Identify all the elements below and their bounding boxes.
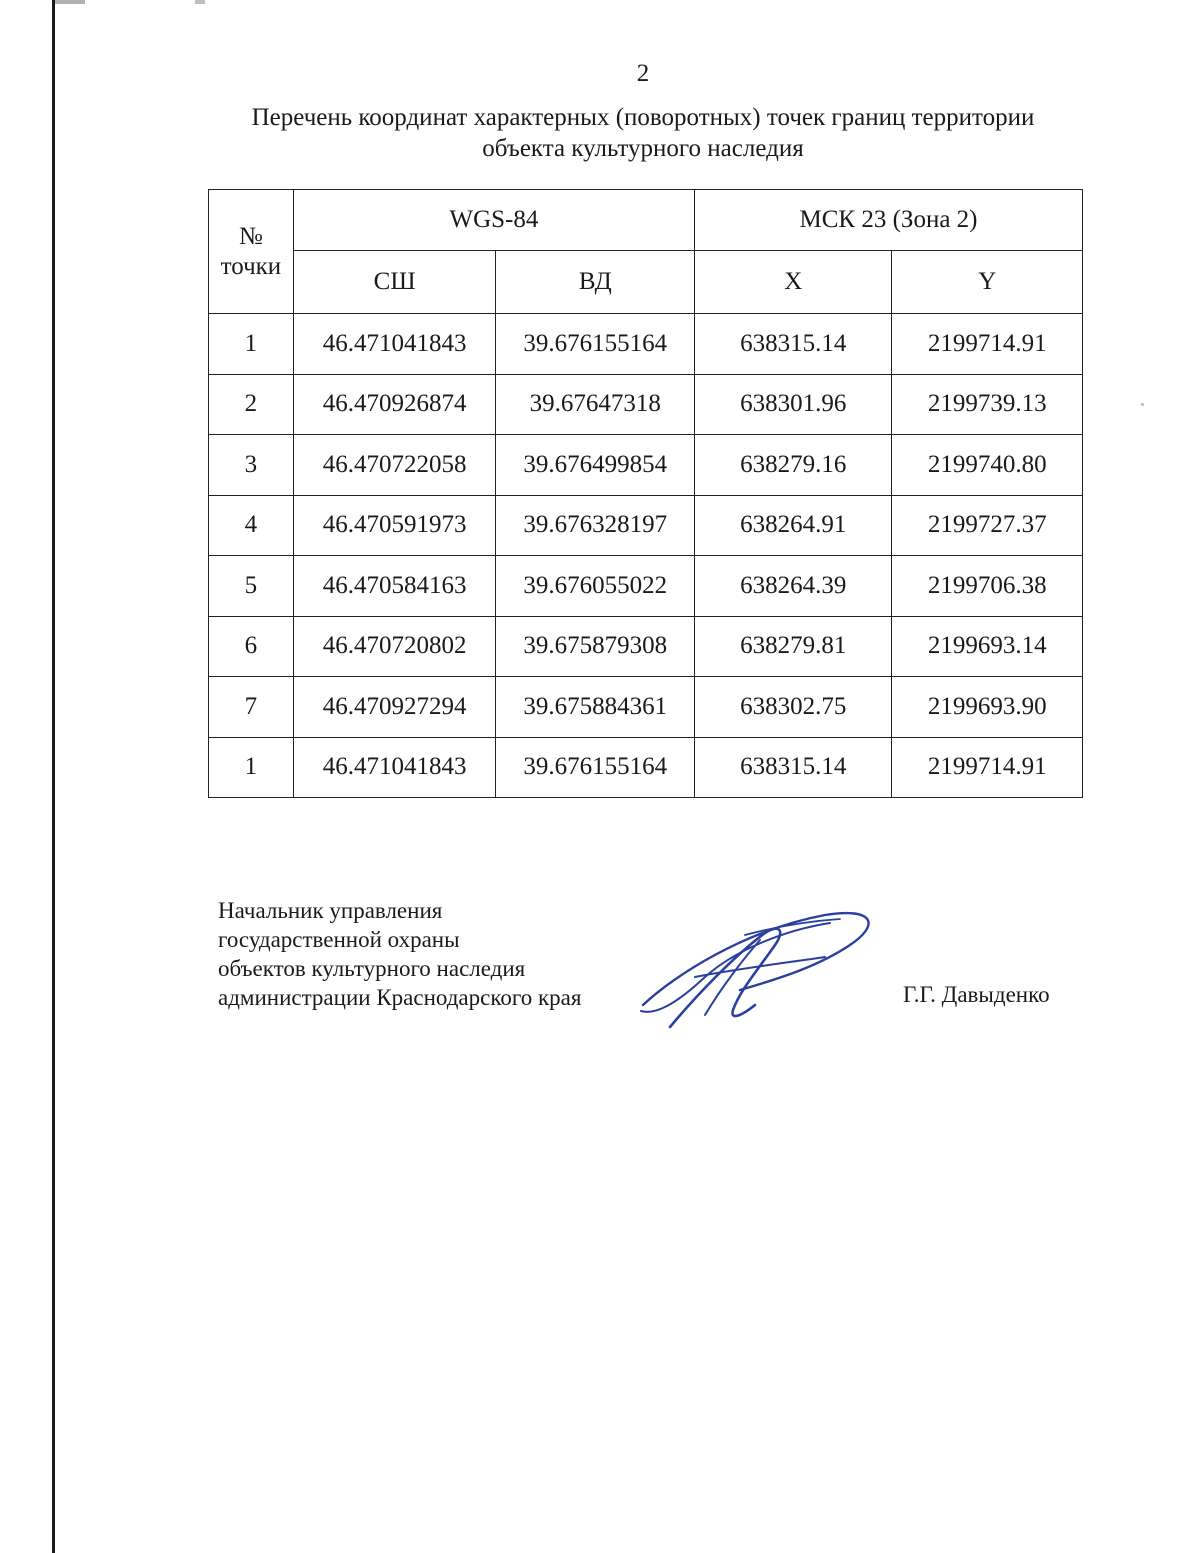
cell-point-number: 6 xyxy=(209,616,294,677)
cell-latitude: 46.470584163 xyxy=(293,556,496,617)
scan-edge-top xyxy=(55,0,1200,4)
cell-x: 638264.91 xyxy=(695,495,892,556)
header-longitude: ВД xyxy=(496,251,695,314)
scan-speck xyxy=(1141,403,1144,406)
cell-y: 2199739.13 xyxy=(892,374,1083,435)
position-line: государственной охраны xyxy=(218,927,460,952)
coordinates-table xyxy=(208,189,1083,798)
cell-longitude: 39.67647318 xyxy=(496,374,695,435)
cell-x: 638302.75 xyxy=(695,677,892,738)
cell-longitude: 39.675884361 xyxy=(496,677,695,738)
table-row xyxy=(209,495,1083,556)
cell-latitude: 46.470927294 xyxy=(293,677,496,738)
header-point-label: точки xyxy=(220,252,282,280)
signer-name: Г.Г. Давыденко xyxy=(903,982,1050,1007)
title-line: Перечень координат характерных (поворотных) точек границ территории xyxy=(251,104,1035,131)
header-y: Y xyxy=(892,251,1083,314)
cell-longitude: 39.676155164 xyxy=(496,737,695,798)
cell-point-number: 4 xyxy=(209,495,294,556)
cell-x: 638315.14 xyxy=(695,314,892,375)
cell-longitude: 39.675879308 xyxy=(496,616,695,677)
page-number: 2 xyxy=(636,60,650,87)
cell-latitude: 46.470720802 xyxy=(293,616,496,677)
signature-strokes xyxy=(641,913,869,1027)
handwritten-signature xyxy=(635,905,885,1035)
cell-y: 2199727.37 xyxy=(892,495,1083,556)
cell-y: 2199693.14 xyxy=(892,616,1083,677)
table-row xyxy=(209,677,1083,738)
cell-x: 638279.16 xyxy=(695,435,892,496)
cell-point-number: 7 xyxy=(209,677,294,738)
cell-point-number: 2 xyxy=(209,374,294,435)
cell-point-number: 3 xyxy=(209,435,294,496)
header-x: X xyxy=(695,251,892,314)
cell-y: 2199714.91 xyxy=(892,314,1083,375)
position-line: администрации Краснодарского края xyxy=(218,985,582,1010)
cell-latitude: 46.470926874 xyxy=(293,374,496,435)
cell-longitude: 39.676155164 xyxy=(496,314,695,375)
signatory-position xyxy=(218,896,581,1012)
title-line: объекта культурного наследия xyxy=(482,135,804,162)
cell-latitude: 46.470722058 xyxy=(293,435,496,496)
header-group-wgs84: WGS-84 xyxy=(293,190,694,251)
header-point-number xyxy=(209,190,294,314)
table-row xyxy=(209,616,1083,677)
cell-x: 638315.14 xyxy=(695,737,892,798)
cell-y: 2199706.38 xyxy=(892,556,1083,617)
cell-longitude: 39.676328197 xyxy=(496,495,695,556)
table-row xyxy=(209,374,1083,435)
cell-x: 638264.39 xyxy=(695,556,892,617)
cell-point-number: 1 xyxy=(209,314,294,375)
scan-edge xyxy=(52,0,55,1553)
cell-longitude: 39.676055022 xyxy=(496,556,695,617)
table-row xyxy=(209,556,1083,617)
cell-longitude: 39.676499854 xyxy=(496,435,695,496)
cell-y: 2199740.80 xyxy=(892,435,1083,496)
cell-x: 638279.81 xyxy=(695,616,892,677)
table-row xyxy=(209,314,1083,375)
table-row xyxy=(209,737,1083,798)
cell-latitude: 46.471041843 xyxy=(293,737,496,798)
cell-latitude: 46.470591973 xyxy=(293,495,496,556)
cell-point-number: 1 xyxy=(209,737,294,798)
table-row xyxy=(209,435,1083,496)
cell-point-number: 5 xyxy=(209,556,294,617)
cell-y: 2199714.91 xyxy=(892,737,1083,798)
position-line: объектов культурного наследия xyxy=(218,956,526,981)
header-number-sign: № xyxy=(238,222,263,250)
cell-x: 638301.96 xyxy=(695,374,892,435)
header-latitude: СШ xyxy=(293,251,496,314)
cell-y: 2199693.90 xyxy=(892,677,1083,738)
cell-latitude: 46.471041843 xyxy=(293,314,496,375)
document-title xyxy=(200,102,1086,164)
header-group-msk23: МСК 23 (Зона 2) xyxy=(695,190,1083,251)
position-line: Начальник управления xyxy=(218,898,443,923)
